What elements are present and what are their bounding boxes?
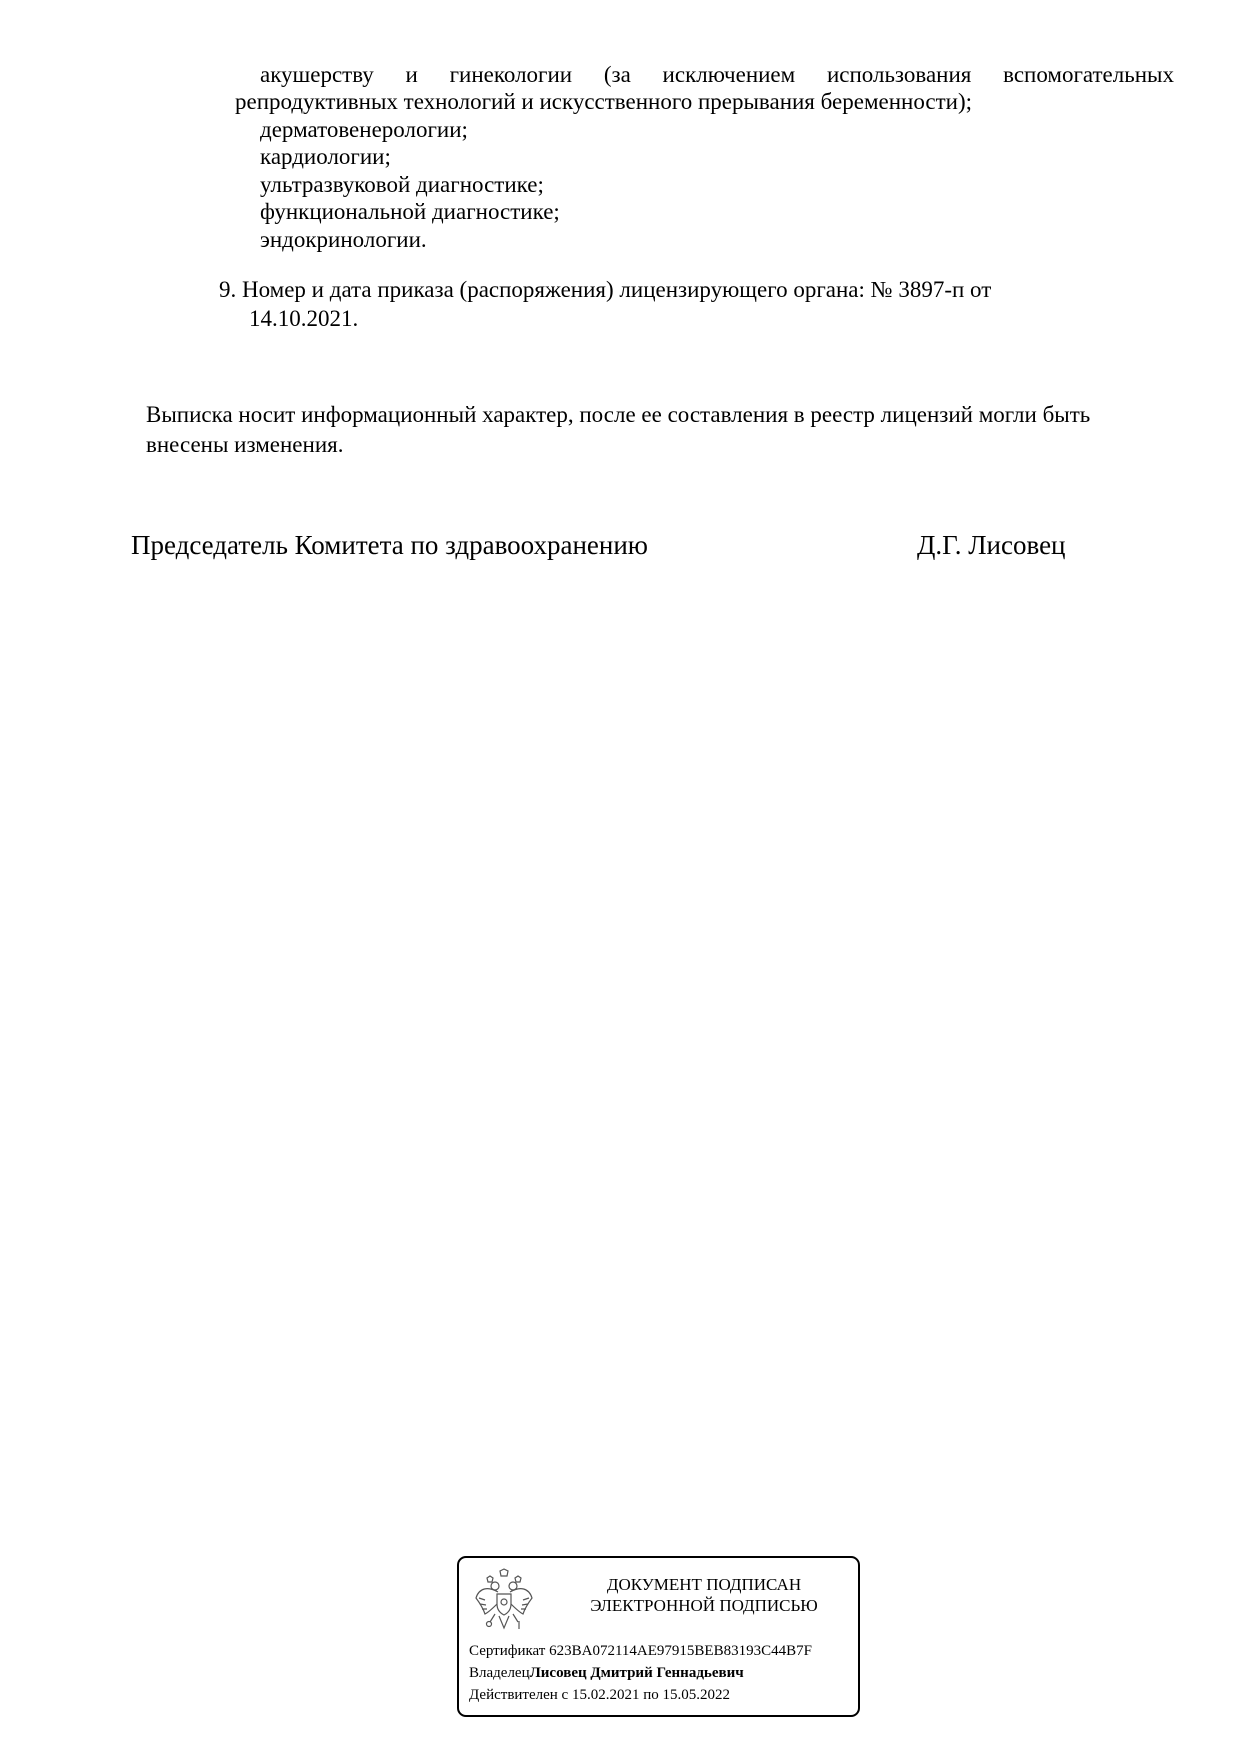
owner-line xyxy=(469,1664,744,1683)
activity-item: дерматовенерологии; xyxy=(260,117,468,142)
disclaimer-line-1: Выписка носит информационный характер, после ее составления в реестр лицензий могли быть xyxy=(146,402,1091,427)
order-number-line-2: 14.10.2021. xyxy=(249,306,359,331)
signatory-position: Председатель Комитета по здравоохранению xyxy=(131,530,648,560)
certificate-line xyxy=(469,1642,812,1661)
disclaimer-line-2: внесены изменения. xyxy=(146,432,344,457)
activity-line-2: репродуктивных технологий и искусственного прерывания беременности); xyxy=(235,89,973,114)
owner-value: Лисовец Дмитрий Геннадьевич xyxy=(529,1665,744,1681)
stamp-title-line-1: ДОКУМЕНТ ПОДПИСАН xyxy=(606,1575,802,1594)
russian-coat-of-arms-icon xyxy=(473,1568,535,1634)
activity-item: ультразвуковой диагностике; xyxy=(260,172,544,197)
activity-line-1: акушерству и гинекологии (за исключением использования вспомогательных xyxy=(260,62,1174,87)
validity-line: Действителен с 15.02.2021 по 15.05.2022 xyxy=(469,1687,730,1703)
stamp-title-line-2: ЭЛЕКТРОННОЙ ПОДПИСЬЮ xyxy=(590,1596,818,1615)
electronic-signature-stamp xyxy=(457,1556,860,1717)
activity-item: эндокринологии. xyxy=(260,227,427,252)
certificate-label: Сертификат xyxy=(469,1643,546,1659)
owner-label: Владелец xyxy=(469,1665,530,1681)
signatory-name: Д.Г. Лисовец xyxy=(917,530,1066,560)
activity-item: функциональной диагностике; xyxy=(260,199,560,224)
order-number-line-1: 9. Номер и дата приказа (распоряжения) лицензирующего органа: № 3897-п от xyxy=(219,277,992,302)
certificate-value: 623BA072114AE97915BEB83193C44B7F xyxy=(549,1643,812,1659)
activity-item: кардиологии; xyxy=(260,144,391,169)
